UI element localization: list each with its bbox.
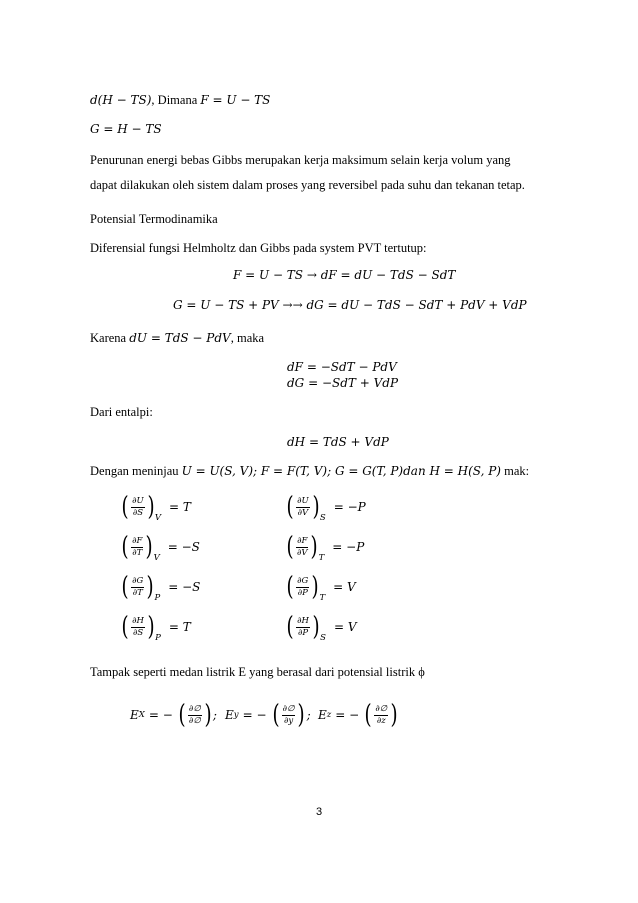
right-paren: ) xyxy=(147,492,155,522)
left-paren: ( xyxy=(286,612,294,642)
fraction: $\frac{\partial U}{\partial V}$ xyxy=(297,495,309,518)
right-paren: ) xyxy=(312,612,320,642)
equation-helmholtz: F = U − TS → dF = dU − TdS − SdT xyxy=(233,268,456,282)
diff-intro-text: Diferensial fungsi Helmholtz dan Gibbs pada system PVT tertutup: xyxy=(90,241,427,255)
text-karena: Karena xyxy=(90,331,130,345)
paragraph-line: Penurunan energi bebas Gibbs merupakan kerja maksimum selain kerja volum yang xyxy=(90,153,511,167)
partial-derivative: ( $\frac{\partial G}{\partial P}$ ) T = V xyxy=(286,572,356,603)
fraction: $\frac{\partial F}{\partial V}$ xyxy=(297,535,308,558)
partial-derivative: ( $\frac{\partial F}{\partial V}$ ) T = −P xyxy=(286,532,365,563)
line-meninjau xyxy=(90,463,529,479)
fraction: $\frac{\partial H}{\partial P}$ xyxy=(297,615,309,638)
fraction: $\frac{\partial H}{\partial S}$ xyxy=(132,615,144,638)
left-paren: ( xyxy=(364,700,372,730)
text-maka: , maka xyxy=(230,331,265,345)
equation-gibbs: G = U − TS + PV →→ dG = dU − TdS − SdT + PdV + VdP xyxy=(173,298,527,312)
right-paren: ) xyxy=(390,700,398,730)
field-component-y: E y = − ( $\frac{\partial\emptyset}{\partial y}$ ) ; xyxy=(225,700,311,730)
partial-derivative: ( $\frac{\partial U}{\partial S}$ ) V = T xyxy=(121,492,191,523)
text-tampak: Tampak seperti medan listrik E yang berasal dari potensial listrik ϕ xyxy=(90,665,425,679)
line-karena xyxy=(90,330,264,346)
expr-d-H-TS: d(H − TS) xyxy=(90,93,152,107)
left-paren: ( xyxy=(286,532,294,562)
paragraph-line: dapat dilakukan oleh sistem dalam proses yang reversibel pada suhu dan tekanan tetap. xyxy=(90,178,525,192)
fraction: $\frac{\partial F}{\partial T}$ xyxy=(132,535,143,558)
fraction: $\frac{\partial\emptyset}{\partial\emptyset}$ xyxy=(188,703,201,726)
page-number: 3 xyxy=(315,806,323,818)
fraction: $\frac{\partial U}{\partial S}$ xyxy=(132,495,144,518)
right-paren: ) xyxy=(147,612,155,642)
right-paren: ) xyxy=(204,700,212,730)
expr-G-def: G = H − TS xyxy=(90,122,162,136)
right-paren: ) xyxy=(298,700,306,730)
left-paren: ( xyxy=(121,612,129,642)
fraction: $\frac{\partial\emptyset}{\partial z}$ xyxy=(375,703,388,726)
partial-derivative: ( $\frac{\partial U}{\partial V}$ ) S = −P xyxy=(286,492,366,523)
right-paren: ) xyxy=(311,572,319,602)
partial-derivative: ( $\frac{\partial H}{\partial S}$ ) P = T xyxy=(121,612,191,643)
left-paren: ( xyxy=(121,572,129,602)
left-paren: ( xyxy=(178,700,186,730)
partial-derivative: ( $\frac{\partial H}{\partial P}$ ) S = V xyxy=(286,612,357,643)
left-paren: ( xyxy=(121,492,129,522)
expr-functions: U = U(S, V); F = F(T, V); G = G(T, P)dan H = H(S, P) xyxy=(181,464,501,478)
expr-F-def: F = U − TS xyxy=(200,93,271,107)
equation-dH: dH = TdS + VdP xyxy=(287,435,389,449)
left-paren: ( xyxy=(286,572,294,602)
right-paren: ) xyxy=(146,572,154,602)
left-paren: ( xyxy=(121,532,129,562)
right-paren: ) xyxy=(312,492,320,522)
expr-dU: dU = TdS − PdV xyxy=(129,331,231,345)
right-paren: ) xyxy=(310,532,319,562)
section-heading: Potensial Termodinamika xyxy=(90,212,218,226)
equation-dF: dF = −SdT − PdV xyxy=(287,360,397,374)
text-entalpi: Dari entalpi: xyxy=(90,405,153,419)
text-mak: mak: xyxy=(500,464,530,478)
field-component-x: E X = − ( $\frac{\partial\emptyset}{\partial\emptyset}$ ) ; xyxy=(130,700,217,730)
partial-derivative: ( $\frac{\partial F}{\partial T}$ ) V = −S xyxy=(121,532,200,563)
partial-derivative: ( $\frac{\partial G}{\partial T}$ ) P = −S xyxy=(121,572,201,603)
field-component-z: E z = − ( $\frac{\partial\emptyset}{\partial z}$ ) xyxy=(318,700,398,730)
line-dH-minus-TS xyxy=(90,92,270,108)
fraction: $\frac{\partial G}{\partial P}$ xyxy=(297,575,309,598)
left-paren: ( xyxy=(272,700,280,730)
equation-dG: dG = −SdT + VdP xyxy=(287,376,399,390)
line-G-def xyxy=(90,121,162,137)
fraction: $\frac{\partial G}{\partial T}$ xyxy=(132,575,144,598)
fraction: $\frac{\partial\emptyset}{\partial y}$ xyxy=(282,703,295,726)
text-meninjau: Dengan meninjau xyxy=(90,464,182,478)
text-dimana: , Dimana xyxy=(151,93,201,107)
right-paren: ) xyxy=(145,532,154,562)
left-paren: ( xyxy=(286,492,294,522)
